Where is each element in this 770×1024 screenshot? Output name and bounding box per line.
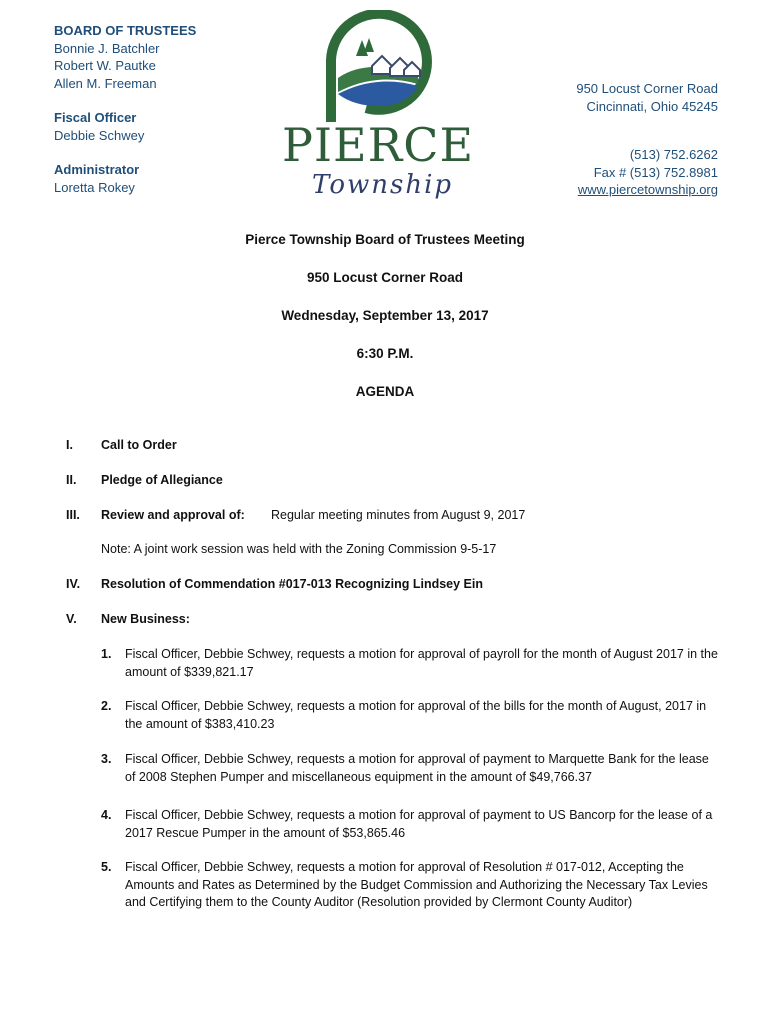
item-number: I. bbox=[66, 438, 73, 452]
board-label: BOARD OF TRUSTEES bbox=[54, 23, 197, 38]
list-item bbox=[101, 751, 721, 786]
list-item-number: 1. bbox=[101, 647, 112, 661]
list-item-number: 5. bbox=[101, 860, 112, 874]
item-number: V. bbox=[66, 612, 77, 626]
fiscal-officer-label: Fiscal Officer bbox=[54, 110, 137, 125]
address-line-2: Cincinnati, Ohio 45245 bbox=[586, 98, 718, 114]
list-item bbox=[101, 646, 721, 681]
meeting-location: 950 Locust Corner Road bbox=[306, 270, 464, 285]
list-item bbox=[101, 807, 721, 842]
item-new-business: New Business: bbox=[101, 612, 190, 626]
website-link[interactable]: www.piercetownship.org bbox=[577, 182, 718, 197]
meeting-date: Wednesday, September 13, 2017 bbox=[281, 308, 489, 323]
agenda-heading: AGENDA bbox=[355, 384, 415, 399]
trustee-name: Bonnie J. Batchler bbox=[54, 40, 160, 56]
list-item-number: 3. bbox=[101, 752, 112, 766]
item-number: III. bbox=[66, 508, 80, 522]
list-item-number: 4. bbox=[101, 808, 112, 822]
item-pledge: Pledge of Allegiance bbox=[101, 473, 223, 487]
administrator-name: Loretta Rokey bbox=[54, 179, 135, 195]
list-item bbox=[101, 859, 721, 912]
logo-script: Township bbox=[312, 170, 454, 200]
phone-number: (513) 752.6262 bbox=[629, 147, 718, 162]
pierce-township-logo bbox=[276, 10, 480, 212]
list-item-text: Fiscal Officer, Debbie Schwey, requests a motion for approval of payroll for the month of August 2017 in the amount of $339,821.17 bbox=[125, 647, 718, 679]
fiscal-officer-name: Debbie Schwey bbox=[54, 127, 145, 143]
list-item-text: Fiscal Officer, Debbie Schwey, requests a motion for approval of payment to Marquette Bank for the lease of 2008 Stephen Pumper and miscellaneous equipment in the amount of $49,766.37 bbox=[125, 752, 709, 784]
list-item-text: Fiscal Officer, Debbie Schwey, requests a motion for approval of Resolution # 017-012, Accepting the Amounts and Rates as Determined by the Budget Commission and Authorizing the Necessary Tax Levies and Certifying them to the County Auditor (Resolution provided by Clermont County Auditor) bbox=[125, 860, 708, 909]
contact-info bbox=[576, 80, 718, 199]
trustee-name: Allen M. Freeman bbox=[54, 75, 157, 91]
list-item bbox=[101, 698, 721, 733]
meeting-time: 6:30 P.M. bbox=[356, 346, 414, 361]
address-line-1: 950 Locust Corner Road bbox=[576, 81, 718, 96]
fax-number: Fax # (513) 752.8981 bbox=[593, 164, 718, 180]
list-item-text: Fiscal Officer, Debbie Schwey, requests a motion for approval of payment to US Bancorp for the lease of a 2017 Rescue Pumper in the amount of $53,865.46 bbox=[125, 808, 713, 840]
item-number: II. bbox=[66, 473, 77, 487]
item-resolution-commendation: Resolution of Commendation #017-013 Recognizing Lindsey Ein bbox=[101, 577, 484, 591]
agenda-note: Note: A joint work session was held with the Zoning Commission 9-5-17 bbox=[101, 542, 497, 556]
board-roster bbox=[54, 22, 196, 213]
meeting-title: Pierce Township Board of Trustees Meeting bbox=[245, 232, 525, 247]
logo-wordmark: PIERCE bbox=[281, 118, 475, 172]
item-call-to-order: Call to Order bbox=[101, 438, 177, 452]
logo-emblem-icon bbox=[276, 10, 480, 130]
administrator-label: Administrator bbox=[54, 162, 140, 177]
list-item-number: 2. bbox=[101, 699, 112, 713]
item-review-detail: Regular meeting minutes from August 9, 2017 bbox=[271, 508, 526, 522]
trustee-name: Robert W. Pautke bbox=[54, 58, 156, 73]
item-number: IV. bbox=[66, 577, 81, 591]
list-item-text: Fiscal Officer, Debbie Schwey, requests a motion for approval of the bills for the month of August, 2017 in the amount of $383,410.23 bbox=[125, 699, 707, 731]
item-review-approval: Review and approval of: bbox=[101, 508, 245, 522]
